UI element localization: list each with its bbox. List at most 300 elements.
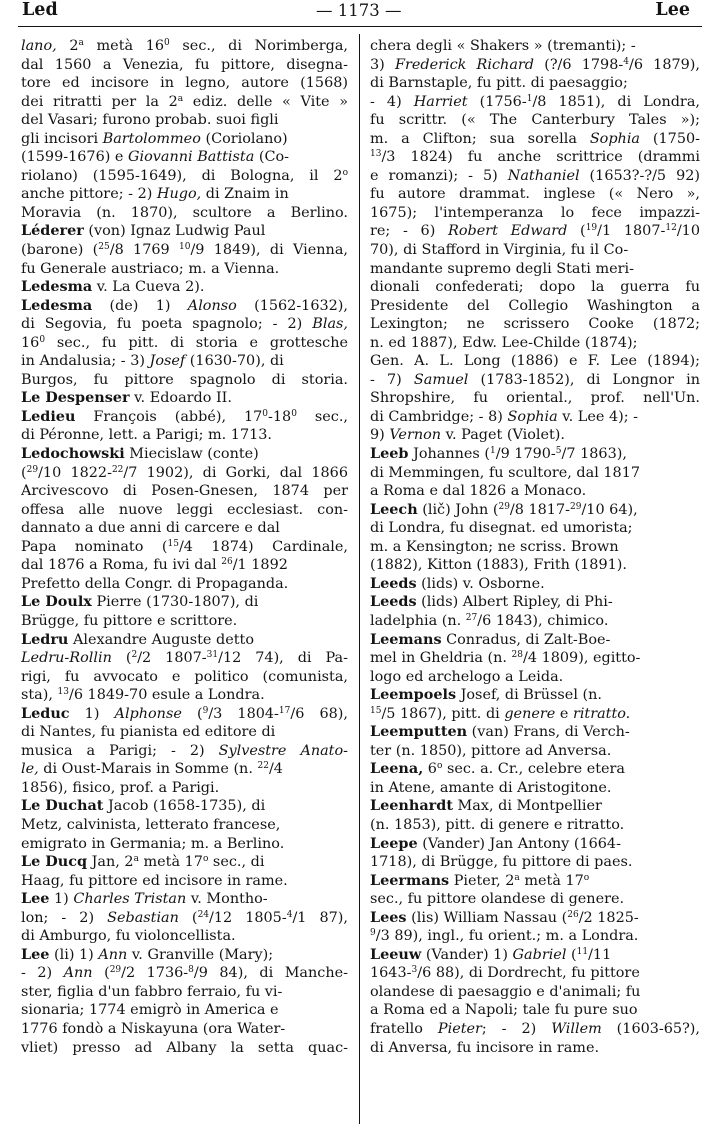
superscript: 0 xyxy=(164,38,170,48)
text-run: di Barnstaple, fu pitt. di paesaggio; xyxy=(370,75,628,92)
text-run: Ann xyxy=(98,946,128,963)
text-run: sec., fu pittore olandese di genere. xyxy=(370,891,625,908)
text-line xyxy=(370,890,700,909)
superscript: 28 xyxy=(511,650,523,661)
entry-headword: Le Duchat xyxy=(21,797,104,815)
text-run: 3) xyxy=(370,56,395,73)
text-line xyxy=(370,426,700,445)
text-run: Prefetto della Congr. di Propaganda. xyxy=(21,575,289,592)
text-run: sec., di xyxy=(208,854,265,871)
entry-headword: Lee xyxy=(21,945,50,963)
text-run: (lids) Albert Ripley, di Phi- xyxy=(416,594,613,611)
text-run: (1783-1852), di Longnor in xyxy=(468,371,700,388)
text-run: offesa alle nuove leggi ecclesiast. con- xyxy=(21,501,348,518)
text-line xyxy=(21,946,348,965)
text-line xyxy=(370,148,700,167)
text-line xyxy=(370,56,700,75)
text-run: m. a Clifton; sua sorella xyxy=(370,130,590,147)
entry-headword: Leduc xyxy=(21,704,70,722)
text-run: /2 1825- xyxy=(578,909,639,926)
text-run: 1675); l'intemperanza lo fece impazzi- xyxy=(370,204,700,221)
text-run: n. ed 1887), Edw. Lee-Childe (1874); xyxy=(370,334,638,351)
superscript: 29 xyxy=(109,965,122,976)
superscript: 22 xyxy=(257,761,269,772)
entry-headword: Ledesma xyxy=(21,278,93,296)
text-run: François (abbé), 17 xyxy=(75,408,263,425)
text-run: Burgos, fu pittore spagnolo di storia. xyxy=(21,371,348,388)
superscript: o xyxy=(436,761,443,772)
superscript: a xyxy=(133,854,139,865)
text-run: Conradus, di Zalt-Boe- xyxy=(441,631,611,648)
right-column xyxy=(370,37,700,1057)
text-run: /3 89), ingl., fu orient.; m. a Londra. xyxy=(375,928,639,945)
text-line xyxy=(370,946,700,965)
entry-headword: Leemputten xyxy=(370,723,468,741)
text-line xyxy=(21,222,348,241)
text-run: Arcivescovo di Posen-Gnesen, 1874 per xyxy=(21,483,348,500)
text-line xyxy=(370,408,700,427)
text-line xyxy=(370,260,700,279)
text-line xyxy=(21,352,348,371)
text-line xyxy=(21,482,348,501)
text-run: /5 1867), pitt. di xyxy=(381,705,505,722)
text-run: di Memmingen, fu scultore, dal 1817 xyxy=(370,464,641,481)
text-run: Hugo, xyxy=(156,186,202,203)
text-line xyxy=(370,352,700,371)
text-run: lano, xyxy=(21,38,57,54)
entry-headword: Le Ducq xyxy=(21,853,88,871)
text-run: Pieter xyxy=(437,1020,482,1037)
superscript: 13 xyxy=(370,149,382,160)
text-run: dal 1876 a Roma, fu ivi dal xyxy=(21,557,222,574)
text-line xyxy=(21,408,348,427)
text-run: Lexington; ne scrissero Cooke (1872; xyxy=(370,316,700,333)
text-run: Alonso xyxy=(187,297,237,314)
superscript: a xyxy=(78,38,84,48)
entry-headword: Leeuw xyxy=(370,945,422,963)
text-line xyxy=(370,742,700,761)
text-run: (Vander) 1) xyxy=(421,946,513,963)
text-line xyxy=(370,464,700,483)
text-line xyxy=(370,686,700,705)
text-run: (1603-65?), xyxy=(601,1020,700,1037)
text-run: Max, di Montpellier xyxy=(452,798,602,815)
text-line xyxy=(21,260,348,279)
superscript: 29 xyxy=(26,464,39,475)
superscript: o xyxy=(202,854,209,865)
text-run: (von) Ignaz Ludwig Paul xyxy=(83,223,266,240)
text-run: /10 1822- xyxy=(38,464,112,481)
text-run: (Coriolano) xyxy=(200,130,288,147)
text-run: Johannes ( xyxy=(408,446,490,463)
text-line xyxy=(21,130,348,149)
text-run: Sophia xyxy=(507,408,558,425)
text-run: di Londra, fu disegnat. ed umorista; xyxy=(370,520,633,537)
superscript: 26 xyxy=(567,909,579,920)
superscript: 9 xyxy=(202,705,209,716)
text-line xyxy=(21,556,348,575)
text-run: in Andalusia; - 3) xyxy=(21,353,150,370)
text-run: 2 xyxy=(56,38,79,54)
superscript: 31 xyxy=(206,650,219,661)
text-line xyxy=(21,853,348,872)
text-run: /4 1809), egitto- xyxy=(523,650,641,667)
text-line xyxy=(21,167,348,186)
text-run: 1718), di Brügge, fu pittore di paes. xyxy=(370,854,633,871)
text-line xyxy=(370,1020,700,1039)
text-line xyxy=(370,723,700,742)
text-line xyxy=(21,1039,348,1058)
text-run: Robert Edward xyxy=(448,223,568,240)
text-run: re; - 6) xyxy=(370,223,449,240)
text-line xyxy=(21,742,348,761)
superscript: 4 xyxy=(623,56,629,67)
text-line xyxy=(370,835,700,854)
text-run: ( xyxy=(178,909,198,926)
header-left-keyword: Led xyxy=(22,0,58,20)
text-run: (lids) v. Osborne. xyxy=(416,575,545,592)
text-run: (1599-1676) e xyxy=(21,149,129,166)
text-run: ( xyxy=(566,946,577,963)
superscript: 10 xyxy=(179,242,191,253)
text-line xyxy=(370,816,700,835)
text-line xyxy=(370,371,700,390)
text-run: Sebastian xyxy=(107,909,179,926)
text-run: rigi, fu avvocato e politico (comunista, xyxy=(21,668,348,685)
text-line xyxy=(370,334,700,353)
text-run: fu scrittr. (« The Canterbury Tales »); xyxy=(370,112,700,129)
text-run: Pierre (1730-1807), di xyxy=(91,594,259,611)
text-line xyxy=(21,37,348,56)
text-run: /9 84), di Manche- xyxy=(193,965,348,982)
text-run: ritratto. xyxy=(572,705,631,722)
text-line xyxy=(21,649,348,668)
text-line xyxy=(21,538,348,557)
text-line xyxy=(21,371,348,390)
text-run: (barone) ( xyxy=(21,242,99,259)
superscript: 0 xyxy=(262,408,269,419)
header-right-keyword: Lee xyxy=(655,0,690,20)
superscript: 8 xyxy=(188,965,194,976)
text-run: Charles Tristan xyxy=(73,891,187,908)
text-line xyxy=(370,668,700,687)
text-line xyxy=(370,222,700,241)
text-line xyxy=(370,593,700,612)
text-line xyxy=(370,482,700,501)
superscript: 0 xyxy=(39,334,46,345)
text-run: Ledru-Rollin xyxy=(21,650,112,667)
entry-headword: Leeds xyxy=(370,574,417,592)
text-run: (1630-70), di xyxy=(185,353,284,370)
page-header xyxy=(0,0,718,24)
superscript: 27 xyxy=(465,612,478,623)
superscript: a xyxy=(177,93,184,104)
text-line xyxy=(21,983,348,1002)
text-run: Papa nominato ( xyxy=(21,538,168,555)
text-line xyxy=(21,74,348,93)
text-run: /3 1824) fu anche scrittrice (drammi xyxy=(381,149,700,166)
text-line xyxy=(370,575,700,594)
text-run: ster, figlia d'un fabbro ferraio, fu vi- xyxy=(21,983,283,1000)
text-line xyxy=(370,130,700,149)
entry-headword: Leemans xyxy=(370,630,442,648)
text-run: (1562-1632), xyxy=(236,297,348,314)
entry-headword: Le Doulx xyxy=(21,593,92,611)
text-line xyxy=(370,909,700,928)
superscript: 0 xyxy=(291,408,297,419)
text-run: ( xyxy=(181,705,203,722)
text-run: /7 1902), di Gorki, dal 1866 xyxy=(123,464,348,481)
text-run: mel in Gheldria (n. xyxy=(370,650,512,667)
text-run: Moravia (n. 1870), scultore a Berlino. xyxy=(21,204,348,221)
text-line xyxy=(21,890,348,909)
text-line xyxy=(21,148,348,167)
text-run: fu Generale austriaco; m. a Vienna. xyxy=(21,260,280,277)
text-run: di Anversa, fu incisore in rame. xyxy=(370,1039,600,1056)
text-run: sta), xyxy=(21,687,58,704)
text-run: (lis) William Nassau ( xyxy=(406,909,568,926)
entry-headword: Leeds xyxy=(370,593,417,611)
text-run: ter (n. 1850), pittore ad Anversa. xyxy=(370,742,612,759)
text-run: musica a Parigi; - 2) xyxy=(21,742,219,759)
text-run: ediz. delle « Vite » xyxy=(183,93,348,110)
entry-headword: Lee xyxy=(21,890,50,908)
text-line xyxy=(370,297,700,316)
text-run: (?/6 1798- xyxy=(534,56,624,73)
text-run: di Znaim in xyxy=(201,186,289,203)
text-line xyxy=(370,93,700,112)
entry-headword: Leena, xyxy=(370,760,424,778)
text-line xyxy=(370,538,700,557)
text-line xyxy=(370,964,700,983)
text-line xyxy=(21,631,348,650)
text-run: (1750- xyxy=(640,130,700,147)
superscript: 26 xyxy=(221,557,233,568)
text-run: /2 1736- xyxy=(121,965,189,982)
text-line xyxy=(370,983,700,1002)
text-run: /9 1849), di Vienna, xyxy=(190,242,348,259)
superscript: 25 xyxy=(98,242,110,253)
text-line xyxy=(21,668,348,687)
text-run: metà 17 xyxy=(519,872,584,889)
text-line xyxy=(21,593,348,612)
text-line xyxy=(21,241,348,260)
text-line xyxy=(370,705,700,724)
text-run: /10 xyxy=(676,223,700,240)
text-run: (Vander) Jan Antony (1664- xyxy=(417,835,621,852)
text-run: ladelphia (n. xyxy=(370,612,466,629)
text-line xyxy=(21,816,348,835)
text-run: vliet) presso ad Albany la setta quac- xyxy=(21,1039,348,1056)
text-line xyxy=(21,1001,348,1020)
text-line xyxy=(370,649,700,668)
text-run: Blas, xyxy=(312,316,348,333)
superscript: 15 xyxy=(167,538,179,549)
superscript: 17 xyxy=(278,705,291,716)
text-line xyxy=(21,464,348,483)
text-line xyxy=(21,797,348,816)
text-run: olandese di paesaggio e d'animali; fu xyxy=(370,983,641,1000)
text-line xyxy=(370,612,700,631)
text-line xyxy=(370,631,700,650)
text-run: /6 1879), xyxy=(628,56,700,73)
entry-headword: Lees xyxy=(370,908,407,926)
entry-headword: Leenhardt xyxy=(370,797,453,815)
text-run: v. Monthо- xyxy=(186,891,268,908)
text-line xyxy=(21,927,348,946)
superscript: o xyxy=(342,167,348,178)
text-run: Josef, di Brüssel (n. xyxy=(456,687,602,704)
text-line xyxy=(370,501,700,520)
text-line xyxy=(370,185,700,204)
text-line xyxy=(21,779,348,798)
text-line xyxy=(370,167,700,186)
text-run: 9) xyxy=(370,427,390,444)
text-run: /11 xyxy=(588,946,612,963)
text-run: Alexandre Auguste detto xyxy=(68,631,254,648)
text-run: Josef xyxy=(149,353,186,370)
text-run: sionaria; 1774 emigrò in America e xyxy=(21,1002,279,1019)
text-run: (lič) John ( xyxy=(417,501,499,518)
text-run: Pieter, 2 xyxy=(449,872,515,889)
text-run: (li) 1) xyxy=(49,946,99,963)
text-line xyxy=(21,835,348,854)
text-run: metà 16 xyxy=(83,38,165,54)
text-run: dei ritratti per la 2 xyxy=(21,93,178,110)
text-run: fratello xyxy=(370,1020,438,1037)
text-line xyxy=(21,426,348,445)
entry-headword: Leermans xyxy=(370,871,450,889)
text-run: (1653?-?/5 92) xyxy=(579,167,700,184)
superscript: 29 xyxy=(570,501,582,512)
text-line xyxy=(21,56,348,75)
text-line xyxy=(370,278,700,297)
text-line xyxy=(21,185,348,204)
text-run: /9 1790- xyxy=(495,446,556,463)
text-run: dannato a due anni di carcere e dal xyxy=(21,520,280,537)
superscript: a xyxy=(514,872,520,883)
text-run: Haag, fu pittore ed incisore in rame. xyxy=(21,872,288,889)
text-line xyxy=(21,760,348,779)
text-line xyxy=(21,964,348,983)
text-run: dionali confederati; dopo la guerra fu xyxy=(370,279,700,296)
text-line xyxy=(21,297,348,316)
text-run: e xyxy=(555,705,573,722)
text-run: ( xyxy=(111,650,132,667)
text-run: sec., xyxy=(296,408,348,425)
superscript: 29 xyxy=(498,501,510,512)
text-line xyxy=(21,334,348,353)
text-run: /4 1874) Cardinale, xyxy=(178,538,348,555)
text-run: sec. a. Cr., celebre etera xyxy=(442,761,625,778)
text-run: anche pittore; - 2) xyxy=(21,186,157,203)
text-run: 1) xyxy=(69,705,115,722)
text-line xyxy=(370,1001,700,1020)
text-line xyxy=(21,723,348,742)
text-run: /1 1807- xyxy=(597,223,666,240)
text-line xyxy=(21,445,348,464)
superscript: 11 xyxy=(576,946,589,957)
text-run: le, xyxy=(21,761,39,778)
superscript: o xyxy=(583,872,590,883)
text-run: v. Granville (Mary); xyxy=(127,946,274,963)
entry-headword: Leepe xyxy=(370,834,418,852)
text-run: m. a Kensington; ne scriss. Brown xyxy=(370,538,619,555)
text-line xyxy=(370,556,700,575)
text-run: Vernon xyxy=(389,427,442,444)
text-line xyxy=(370,37,700,56)
column-divider xyxy=(359,34,360,1124)
entry-headword: Ledochowski xyxy=(21,445,125,463)
text-line xyxy=(370,315,700,334)
text-run: Ann xyxy=(63,965,93,982)
text-run: di Nantes, fu pianista ed editore di xyxy=(21,724,276,741)
text-run: ( xyxy=(567,223,586,240)
entry-headword: Ledieu xyxy=(21,407,76,425)
text-run: /8 1817- xyxy=(509,501,570,518)
text-line xyxy=(370,519,700,538)
text-line xyxy=(370,779,700,798)
text-run: (van) Frans, di Verch- xyxy=(467,724,630,741)
text-run: v. Paget (Violet). xyxy=(441,427,565,444)
text-run: di Cambridge; - 8) xyxy=(370,408,508,425)
superscript: 12 xyxy=(665,223,677,234)
text-line xyxy=(21,1020,348,1039)
text-run: in Atene, amante di Aristogitone. xyxy=(370,779,612,796)
text-run: del Vasari; furono probab. suoi figli xyxy=(21,112,279,129)
text-run: riolano) (1595-1649), di Bologna, il 2 xyxy=(21,167,343,184)
text-run: -18 xyxy=(268,408,292,425)
entry-headword: Leeb xyxy=(370,445,409,463)
text-run: 1776 fondò a Niskayuna (ora Water- xyxy=(21,1020,286,1037)
text-run: chera degli « Shakers » (tremanti); - xyxy=(370,38,636,54)
text-run: Shropshire, fu oriental., prof. nell'Un. xyxy=(370,390,700,407)
text-run: di Oust-Marais in Somme (n. xyxy=(38,761,258,778)
text-run: /1 1892 xyxy=(232,557,288,574)
text-run: - 4) xyxy=(370,93,414,110)
text-run: /12 74), di Pa- xyxy=(218,650,348,667)
text-run: e romanzi); - 5) xyxy=(370,167,508,184)
text-run: v. Edoardo II. xyxy=(129,390,232,407)
text-run: sec., fu pitt. di storia e grottesche xyxy=(45,334,348,351)
superscript: 19 xyxy=(585,223,598,234)
text-line xyxy=(21,872,348,891)
page-number: — 1173 — xyxy=(316,1,402,20)
text-run: (1882), Kitton (1883), Frith (1891). xyxy=(370,557,627,574)
text-line xyxy=(370,389,700,408)
text-run: metà 17 xyxy=(138,854,203,871)
entry-headword: Léderer xyxy=(21,222,84,240)
text-run: /6 88), di Dordrecht, fu pittore xyxy=(417,965,640,982)
text-run: Frederick Richard xyxy=(394,56,534,73)
text-run: Bartolommeo xyxy=(102,130,201,147)
text-run: Miecislaw (conte) xyxy=(124,446,259,463)
text-run: di Segovia, fu poeta spagnolo; - 2) xyxy=(21,316,313,333)
superscript: 22 xyxy=(111,464,124,475)
text-line xyxy=(21,93,348,112)
text-run: dal 1560 a Venezia, fu pittore, disegna- xyxy=(21,56,348,73)
text-line xyxy=(21,612,348,631)
text-run: /8 1769 xyxy=(109,242,179,259)
text-run: 16 xyxy=(21,334,40,351)
text-run: - 2) xyxy=(21,965,64,982)
text-run: Sylvestre Anato- xyxy=(218,742,348,759)
text-run: /4 xyxy=(268,761,283,778)
text-run: Nathaniel xyxy=(507,167,580,184)
text-line xyxy=(370,241,700,260)
text-run: 1) xyxy=(49,891,74,908)
text-run: ; - 2) xyxy=(481,1020,552,1037)
